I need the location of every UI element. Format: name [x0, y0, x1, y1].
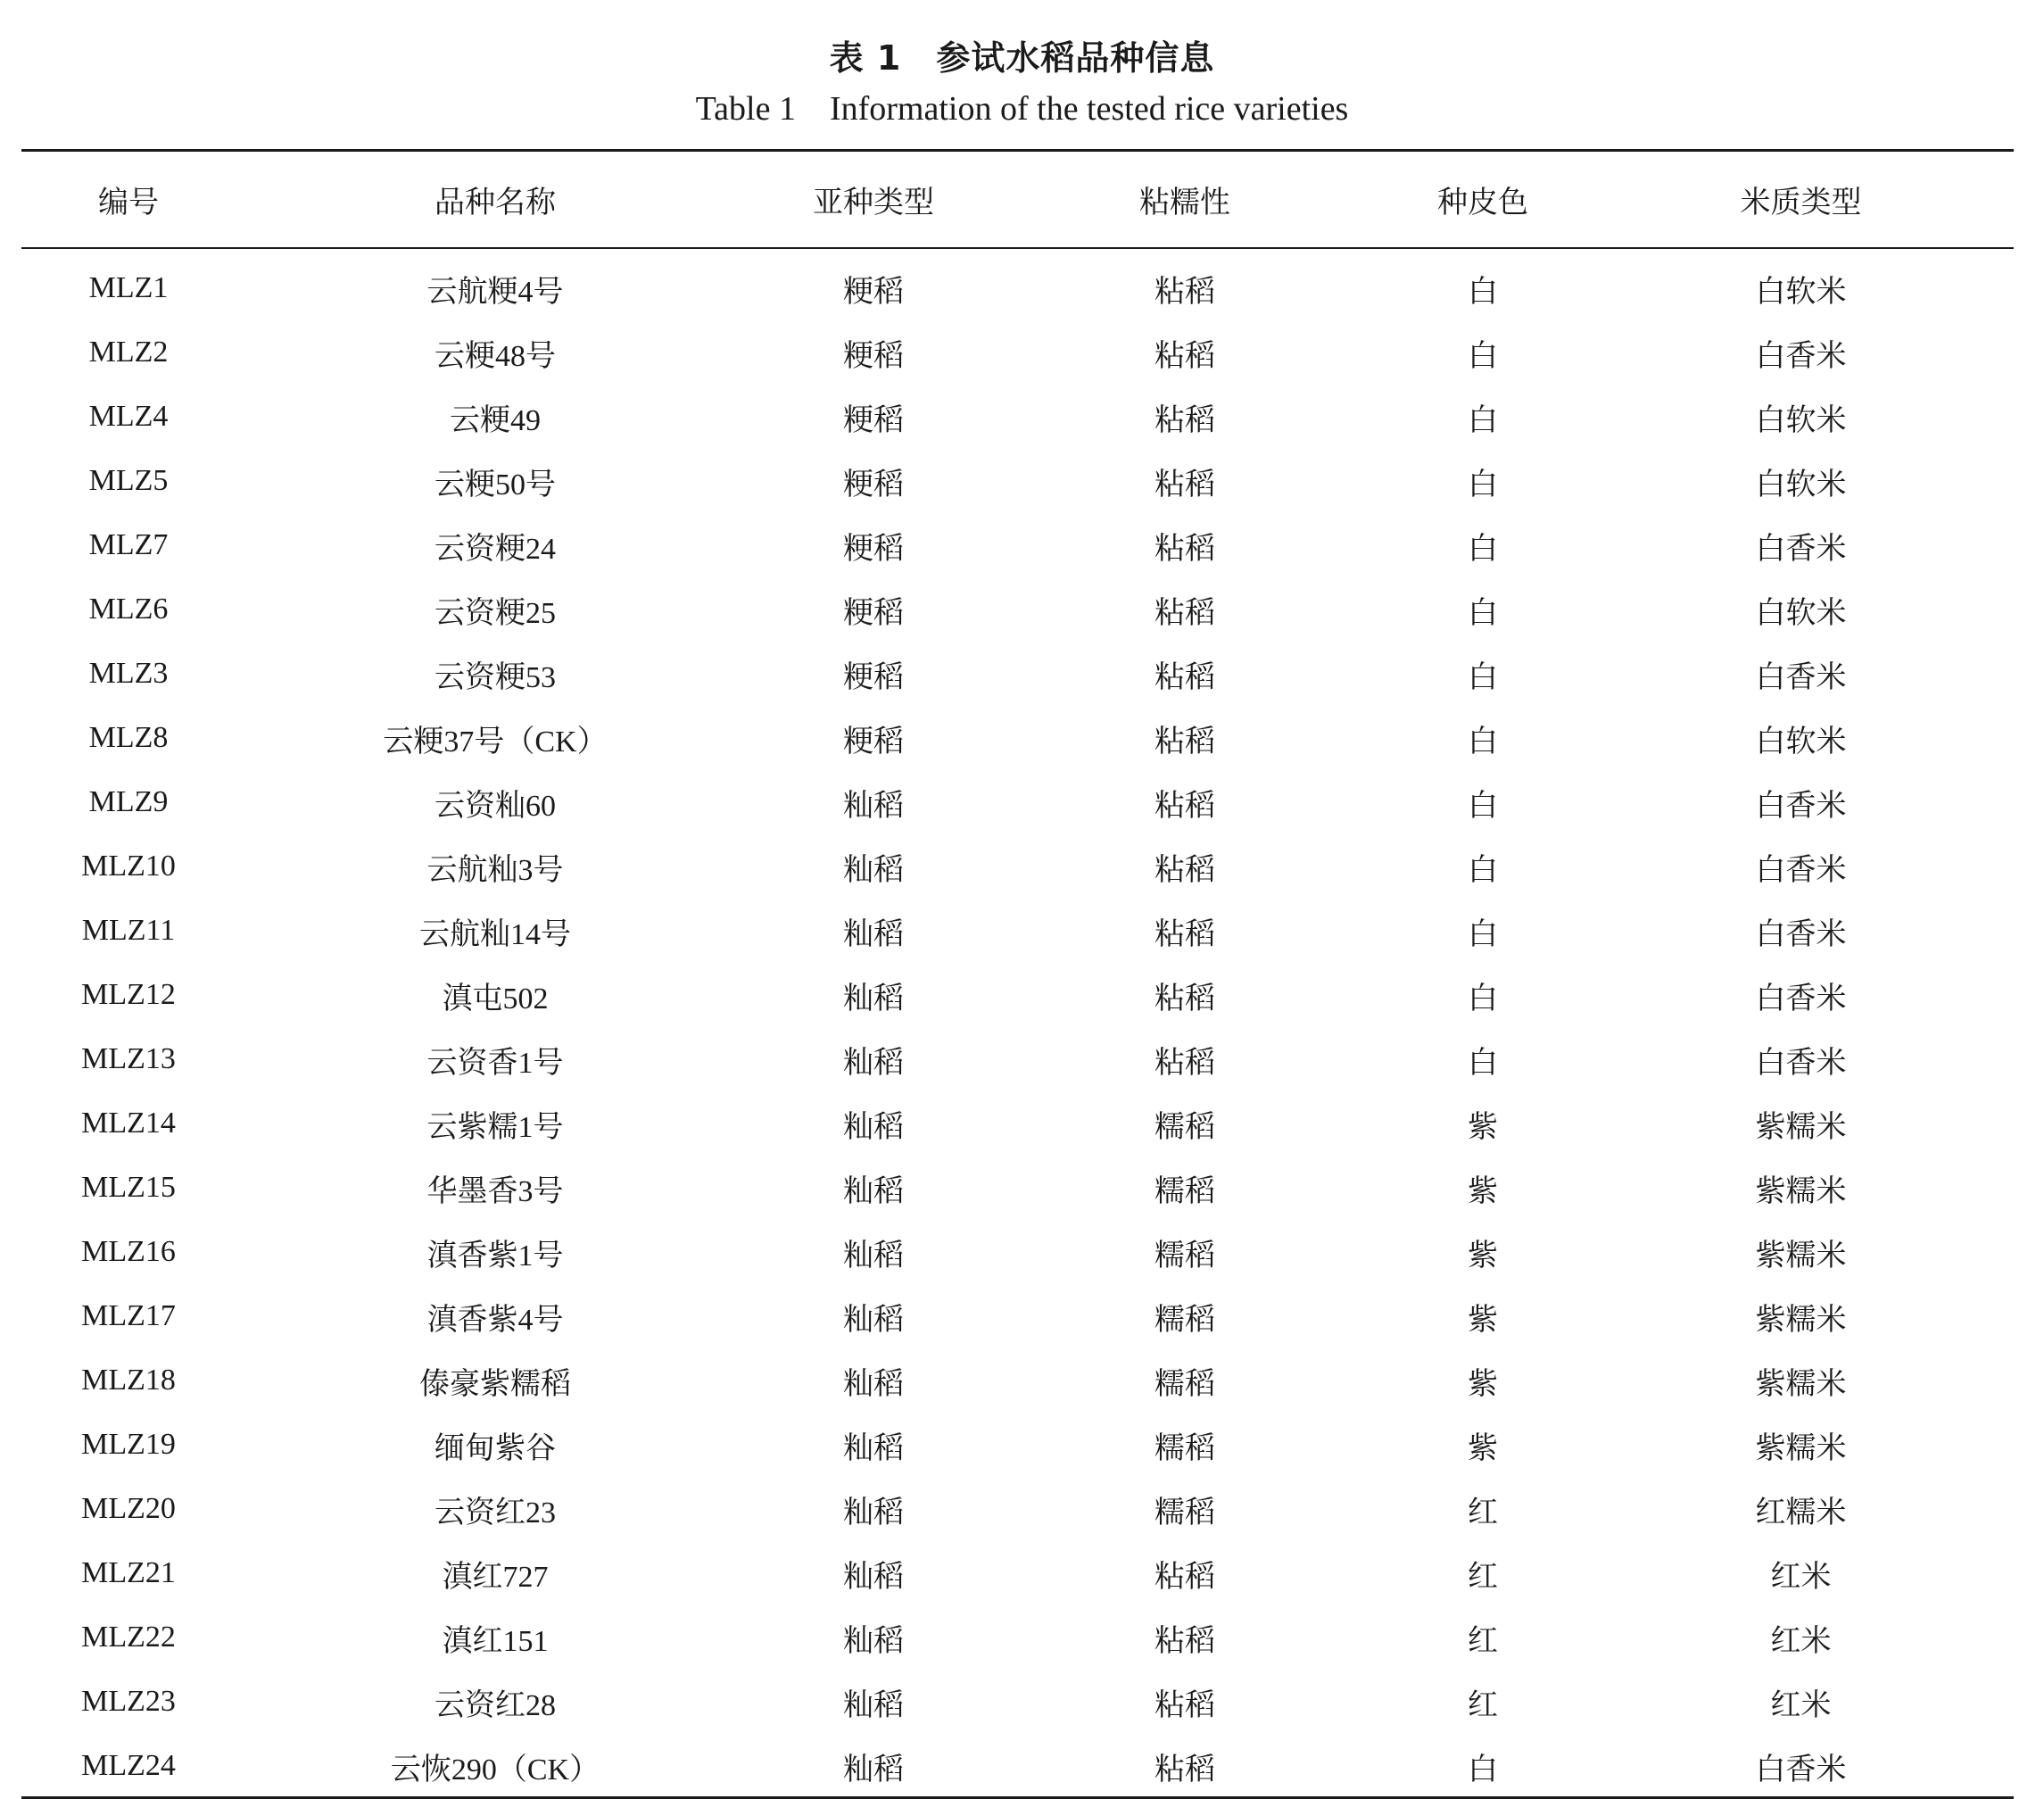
cell-variety-name: 云资粳24	[434, 532, 556, 566]
table-row	[21, 1220, 2014, 1284]
table-row	[21, 1477, 2014, 1541]
cell-seed-coat-color: 白	[1468, 273, 1498, 310]
table-row	[21, 770, 2014, 834]
cell-variety-name: 云恢290（CK）	[390, 1753, 600, 1787]
cell-subspecies: 籼稻	[843, 1558, 904, 1595]
cell-rice-quality: 紫糯米	[1755, 1301, 1847, 1338]
header-rice-quality: 米质类型	[1740, 185, 1862, 220]
cell-rice-quality: 白软米	[1755, 402, 1847, 438]
cell-variety-name: 傣豪紫糯稻	[419, 1367, 571, 1401]
header-row	[21, 152, 2014, 247]
cell-subspecies: 籼稻	[843, 1237, 904, 1273]
cell-glutinous: 粘稻	[1154, 916, 1215, 952]
cell-seed-coat-color: 白	[1468, 466, 1498, 502]
cell-id: MLZ23	[81, 1685, 176, 1718]
cell-id: MLZ20	[81, 1492, 176, 1525]
cell-seed-coat-color: 紫	[1468, 1430, 1498, 1466]
cell-variety-name: 云资粳25	[434, 596, 556, 630]
cell-seed-coat-color: 白	[1468, 1044, 1498, 1081]
cell-subspecies: 籼稻	[843, 851, 904, 888]
table-row	[21, 1670, 2014, 1734]
cell-rice-quality: 紫糯米	[1755, 1365, 1847, 1402]
cell-subspecies: 籼稻	[843, 1687, 904, 1723]
cell-rice-quality: 白软米	[1755, 466, 1847, 502]
cell-id: MLZ1	[88, 271, 169, 304]
cell-subspecies: 籼稻	[843, 1430, 904, 1466]
cell-variety-name: 滇香紫4号	[426, 1303, 564, 1337]
cell-seed-coat-color: 白	[1468, 723, 1498, 759]
cell-glutinous: 粘稻	[1154, 273, 1215, 310]
cell-id: MLZ13	[81, 1042, 176, 1075]
cell-subspecies: 籼稻	[843, 1494, 904, 1530]
cell-rice-quality: 白香米	[1755, 851, 1847, 888]
cell-seed-coat-color: 白	[1468, 337, 1498, 374]
table-caption-chinese: 表 1 参试水稻品种信息	[829, 38, 1215, 78]
header-subspecies: 亚种类型	[813, 185, 934, 220]
cell-glutinous: 粘稻	[1154, 851, 1215, 888]
cell-seed-coat-color: 白	[1468, 851, 1498, 888]
table-header	[21, 152, 2014, 247]
table-row	[21, 1156, 2014, 1220]
cell-subspecies: 籼稻	[843, 787, 904, 824]
cell-glutinous: 粘稻	[1154, 337, 1215, 374]
cell-subspecies: 粳稻	[843, 530, 904, 567]
cell-rice-quality: 白香米	[1755, 980, 1847, 1016]
cell-seed-coat-color: 白	[1468, 402, 1498, 438]
cell-seed-coat-color: 红	[1468, 1622, 1498, 1659]
cell-rice-quality: 红米	[1770, 1687, 1832, 1723]
table-row	[21, 1348, 2014, 1413]
cell-seed-coat-color: 红	[1468, 1687, 1498, 1723]
cell-variety-name: 云资粳53	[434, 660, 556, 694]
header-seed-coat-color: 种皮色	[1437, 185, 1528, 220]
cell-rice-quality: 白香米	[1755, 659, 1847, 695]
table-row	[21, 899, 2014, 963]
cell-seed-coat-color: 白	[1468, 980, 1498, 1016]
cell-seed-coat-color: 红	[1468, 1494, 1498, 1530]
cell-id: MLZ19	[81, 1428, 176, 1461]
table-row	[21, 834, 2014, 899]
cell-subspecies: 籼稻	[843, 1044, 904, 1081]
cell-variety-name: 云资香1号	[426, 1046, 564, 1080]
cell-glutinous: 粘稻	[1154, 1622, 1215, 1659]
cell-glutinous: 糯稻	[1154, 1494, 1215, 1530]
cell-seed-coat-color: 白	[1468, 787, 1498, 824]
cell-glutinous: 粘稻	[1154, 1558, 1215, 1595]
cell-rice-quality: 白香米	[1755, 1044, 1847, 1081]
rice-varieties-table	[21, 152, 2014, 1798]
cell-variety-name: 云资籼60	[434, 789, 556, 823]
cell-variety-name: 滇香紫1号	[426, 1239, 564, 1273]
cell-subspecies: 籼稻	[843, 1173, 904, 1209]
cell-subspecies: 粳稻	[843, 402, 904, 438]
cell-seed-coat-color: 紫	[1468, 1365, 1498, 1402]
cell-id: MLZ7	[88, 528, 169, 561]
cell-rice-quality: 白香米	[1755, 530, 1847, 567]
table-row	[21, 449, 2014, 513]
cell-rice-quality: 红糯米	[1755, 1494, 1847, 1530]
cell-seed-coat-color: 白	[1468, 659, 1498, 695]
cell-variety-name: 云航粳4号	[426, 275, 564, 309]
cell-glutinous: 糯稻	[1154, 1173, 1215, 1209]
table-row	[21, 1605, 2014, 1670]
cell-subspecies: 籼稻	[843, 1622, 904, 1659]
cell-seed-coat-color: 白	[1468, 1751, 1498, 1787]
cell-glutinous: 粘稻	[1154, 402, 1215, 438]
cell-variety-name: 云航籼3号	[426, 853, 564, 887]
cell-seed-coat-color: 红	[1468, 1558, 1498, 1595]
cell-subspecies: 粳稻	[843, 466, 904, 502]
table-row	[21, 1734, 2014, 1798]
table-row	[21, 963, 2014, 1027]
cell-seed-coat-color: 紫	[1468, 1237, 1498, 1273]
cell-glutinous: 糯稻	[1154, 1430, 1215, 1466]
cell-subspecies: 籼稻	[843, 916, 904, 952]
cell-glutinous: 糯稻	[1154, 1301, 1215, 1338]
cell-rice-quality: 紫糯米	[1755, 1430, 1847, 1466]
table-row	[21, 1413, 2014, 1477]
cell-subspecies: 粳稻	[843, 594, 904, 631]
table-caption-english: Table 1 Information of the tested rice varieties	[695, 90, 1349, 128]
cell-id: MLZ24	[81, 1749, 176, 1782]
cell-glutinous: 粘稻	[1154, 787, 1215, 824]
cell-id: MLZ16	[81, 1235, 176, 1268]
cell-variety-name: 滇屯502	[442, 982, 549, 1016]
cell-rice-quality: 紫糯米	[1755, 1237, 1847, 1273]
cell-rice-quality: 白软米	[1755, 594, 1847, 631]
table-row	[21, 247, 2014, 320]
cell-glutinous: 粘稻	[1154, 466, 1215, 502]
cell-variety-name: 云紫糯1号	[426, 1110, 564, 1144]
cell-seed-coat-color: 紫	[1468, 1173, 1498, 1209]
cell-rice-quality: 红米	[1770, 1622, 1832, 1659]
cell-id: MLZ4	[88, 400, 169, 433]
cell-glutinous: 糯稻	[1154, 1365, 1215, 1402]
cell-rice-quality: 白香米	[1755, 787, 1847, 824]
cell-glutinous: 粘稻	[1154, 723, 1215, 759]
header-glutinous: 粘糯性	[1139, 185, 1230, 220]
cell-rice-quality: 白香米	[1755, 337, 1847, 374]
table-row	[21, 320, 2014, 385]
table-row	[21, 706, 2014, 770]
header-id: 编号	[98, 185, 159, 220]
cell-variety-name: 滇红727	[442, 1560, 549, 1594]
cell-id: MLZ18	[81, 1364, 176, 1397]
cell-subspecies: 籼稻	[843, 1751, 904, 1787]
cell-seed-coat-color: 白	[1468, 530, 1498, 567]
cell-id: MLZ8	[88, 721, 169, 754]
cell-id: MLZ6	[88, 593, 169, 626]
cell-id: MLZ9	[88, 785, 169, 818]
cell-variety-name: 云粳49	[450, 403, 541, 437]
table-row	[21, 513, 2014, 577]
cell-glutinous: 粘稻	[1154, 659, 1215, 695]
cell-rice-quality: 白香米	[1755, 1751, 1847, 1787]
cell-subspecies: 籼稻	[843, 980, 904, 1016]
cell-id: MLZ11	[81, 914, 176, 947]
cell-variety-name: 云航籼14号	[419, 917, 571, 951]
table-row	[21, 642, 2014, 706]
cell-glutinous: 糯稻	[1154, 1108, 1215, 1145]
table-row	[21, 1091, 2014, 1156]
cell-glutinous: 粘稻	[1154, 1044, 1215, 1081]
cell-variety-name: 滇红151	[442, 1624, 549, 1658]
cell-variety-name: 云粳48号	[434, 339, 556, 373]
cell-subspecies: 粳稻	[843, 273, 904, 310]
cell-subspecies: 籼稻	[843, 1365, 904, 1402]
table-row	[21, 1284, 2014, 1348]
cell-glutinous: 粘稻	[1154, 980, 1215, 1016]
cell-glutinous: 粘稻	[1154, 594, 1215, 631]
cell-id: MLZ5	[88, 464, 169, 497]
cell-subspecies: 粳稻	[843, 723, 904, 759]
cell-rice-quality: 白软米	[1755, 723, 1847, 759]
cell-rice-quality: 白香米	[1755, 916, 1847, 952]
cell-rice-quality: 白软米	[1755, 273, 1847, 310]
cell-seed-coat-color: 紫	[1468, 1108, 1498, 1145]
header-variety-name: 品种名称	[434, 185, 556, 220]
cell-id: MLZ17	[81, 1299, 176, 1332]
table-row	[21, 1027, 2014, 1091]
cell-variety-name: 云粳50号	[434, 468, 556, 502]
cell-id: MLZ15	[81, 1171, 176, 1204]
cell-subspecies: 粳稻	[843, 659, 904, 695]
cell-id: MLZ22	[81, 1621, 176, 1654]
cell-id: MLZ14	[81, 1107, 176, 1140]
cell-variety-name: 云资红28	[434, 1688, 556, 1722]
cell-rice-quality: 紫糯米	[1755, 1173, 1847, 1209]
cell-rice-quality: 紫糯米	[1755, 1108, 1847, 1145]
cell-id: MLZ3	[88, 657, 169, 690]
table-body	[21, 247, 2014, 1798]
cell-id: MLZ10	[81, 850, 176, 883]
cell-seed-coat-color: 白	[1468, 594, 1498, 631]
cell-glutinous: 粘稻	[1154, 1687, 1215, 1723]
cell-variety-name: 华墨香3号	[426, 1174, 564, 1208]
cell-variety-name: 云资红23	[434, 1496, 556, 1530]
cell-variety-name: 缅甸紫谷	[434, 1431, 556, 1465]
cell-subspecies: 粳稻	[843, 337, 904, 374]
cell-id: MLZ2	[88, 336, 169, 369]
cell-id: MLZ12	[81, 978, 176, 1011]
table-row	[21, 1541, 2014, 1605]
cell-glutinous: 粘稻	[1154, 1751, 1215, 1787]
cell-variety-name: 云粳37号（CK）	[383, 725, 608, 759]
table-row	[21, 385, 2014, 449]
cell-seed-coat-color: 白	[1468, 916, 1498, 952]
table-row	[21, 577, 2014, 642]
cell-glutinous: 糯稻	[1154, 1237, 1215, 1273]
cell-rice-quality: 红米	[1770, 1558, 1832, 1595]
cell-glutinous: 粘稻	[1154, 530, 1215, 567]
cell-id: MLZ21	[81, 1556, 176, 1589]
cell-seed-coat-color: 紫	[1468, 1301, 1498, 1338]
cell-subspecies: 籼稻	[843, 1108, 904, 1145]
cell-subspecies: 籼稻	[843, 1301, 904, 1338]
